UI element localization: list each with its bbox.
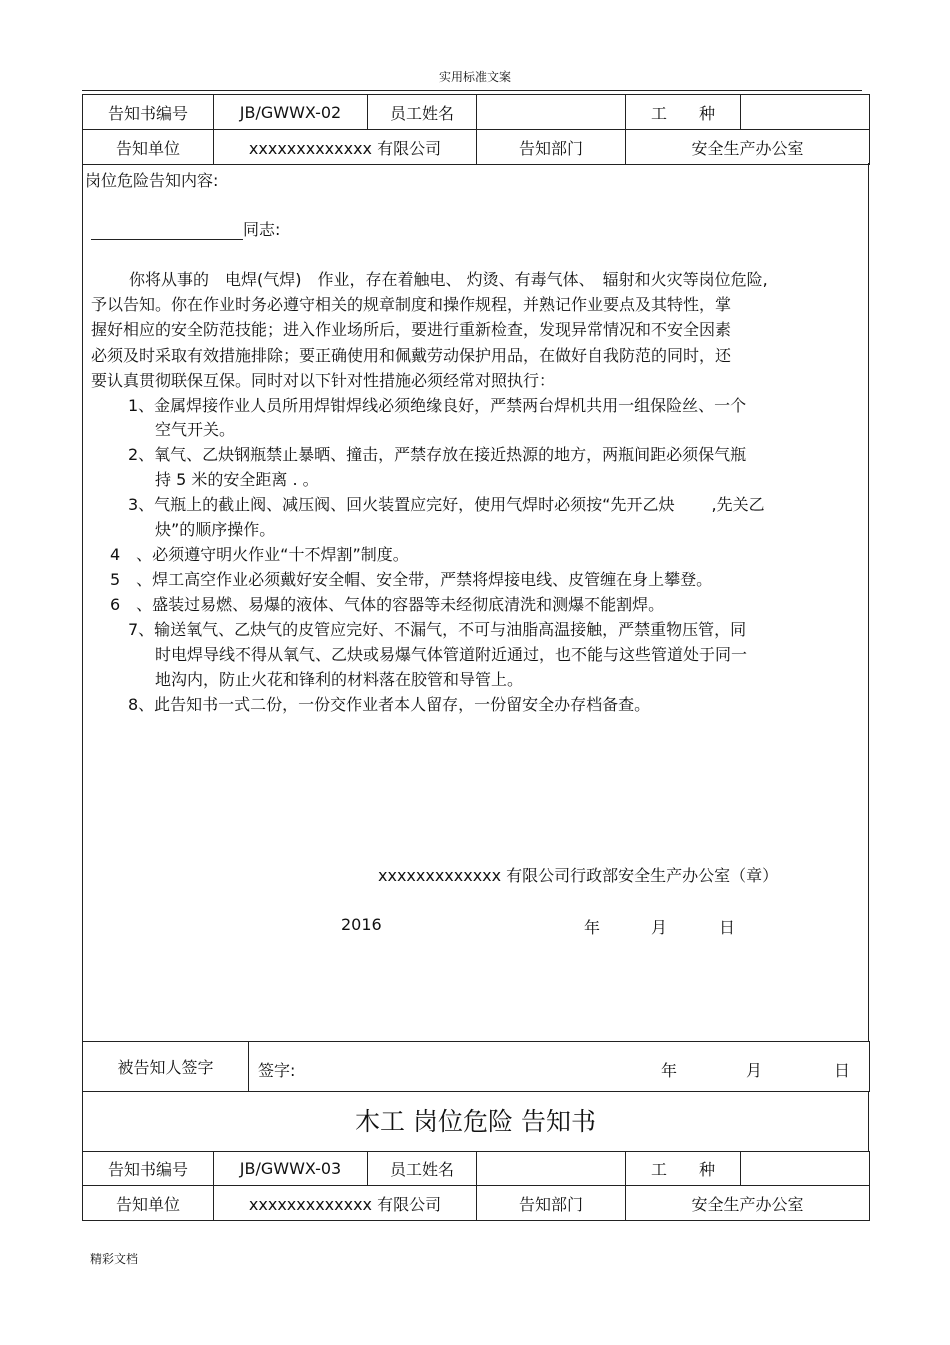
second-notice-title: 木工 岗位危险 告知书 (82, 1091, 869, 1151)
salutation-line (91, 217, 280, 240)
notice-unit-value: xxxxxxxxxxxxx 有限公司 (214, 130, 477, 165)
notice-unit-value: xxxxxxxxxxxxx 有限公司 (214, 1186, 477, 1221)
employee-name-field[interactable] (477, 95, 626, 130)
date-yue: 月 (651, 918, 668, 937)
name-blank[interactable] (91, 221, 243, 240)
signature-table (82, 1041, 869, 1092)
header-rule (82, 90, 862, 91)
info-table-1 (82, 94, 869, 165)
paragraph-line: 予以告知。你在作业时务必遵守相关的规章制度和操作规程，并熟记作业要点及其特性，掌 (91, 295, 732, 314)
notice-department-value: 安全生产办公室 (626, 1186, 870, 1221)
label-notice-department: 告知部门 (477, 1186, 626, 1221)
measure-item: 8、此告知书一式二份，一份交作业者本人留存，一份留安全办存档备查。 (128, 695, 651, 714)
notice-number-value: JB/GWWX-02 (214, 95, 368, 130)
label-notice-department: 告知部门 (477, 130, 626, 165)
content-area (82, 163, 869, 1041)
measure-item: 3、气瓶上的截止阀、减压阀、回火装置应完好，使用气焊时必须按“先开乙炔 ,先关乙 (128, 495, 765, 514)
date-year: 2016 (341, 915, 382, 934)
date-ri: 日 (719, 918, 736, 937)
salutation-text: 同志: (243, 220, 281, 239)
measure-item: 炔”的顺序操作。 (155, 520, 276, 539)
job-type-field[interactable] (741, 1152, 870, 1186)
label-employee-name: 员工姓名 (368, 1152, 477, 1186)
label-notice-unit: 告知单位 (83, 130, 214, 165)
employee-name-field[interactable] (477, 1152, 626, 1186)
measure-item: 2、氧气、乙炔钢瓶禁止暴晒、撞击，严禁存放在接近热源的地方，两瓶间距必须保气瓶 (128, 445, 747, 464)
label-employee-name: 员工姓名 (368, 95, 477, 130)
sign-nian: 年 (661, 1061, 678, 1080)
notice-department-value: 安全生产办公室 (626, 130, 870, 165)
label-job-type: 工 种 (626, 1152, 741, 1186)
notice-number-value: JB/GWWX-03 (214, 1152, 368, 1186)
paragraph-line: 要认真贯彻联保互保。同时对以下针对性措施必须经常对照执行： (91, 371, 556, 390)
label-notice-number: 告知书编号 (83, 95, 214, 130)
signature-field[interactable] (249, 1042, 870, 1092)
recipient-signature-label: 被告知人签字 (83, 1042, 249, 1092)
issuer-line: xxxxxxxxxxxxx 有限公司行政部安全生产办公室（章） (378, 866, 779, 885)
info-table-2 (82, 1151, 869, 1221)
measure-item: 时电焊导线不得从氧气、乙炔或易爆气体管道附近通过，也不能与这些管道处于同一 (155, 645, 748, 664)
measure-item: 7、输送氧气、乙炔气的皮管应完好、不漏气，不可与油脂高温接触，严禁重物压管，同 (128, 620, 747, 639)
label-notice-number: 告知书编号 (83, 1152, 214, 1186)
paragraph-line: 你将从事的 电焊(气焊) 作业，存在着触电、 灼烫、有毒气体、 辐射和火灾等岗位危险, (129, 270, 768, 289)
date-nian: 年 (584, 918, 601, 937)
paragraph-line: 握好相应的安全防范技能；进入作业场所后，要进行重新检查，发现异常情况和不安全因素 (91, 320, 732, 339)
measure-item: 1、金属焊接作业人员所用焊钳焊线必须绝缘良好，严禁两台焊机共用一组保险丝、一个 (128, 396, 747, 415)
label-notice-unit: 告知单位 (83, 1186, 214, 1221)
content-heading: 岗位危险告知内容: (85, 171, 219, 190)
sign-label: 签字: (258, 1061, 296, 1080)
measure-item: 5 、焊工高空作业必须戴好安全帽、安全带，严禁将焊接电线、皮管缠在身上攀登。 (110, 570, 713, 589)
measure-item: 6 、盛装过易燃、易爆的液体、气体的容器等未经彻底清洗和测爆不能割焊。 (110, 595, 665, 614)
page-footer: 精彩文档 (90, 1252, 139, 1266)
page-header: 实用标准文案 (438, 70, 511, 84)
measure-item: 持 5 米的安全距离 . 。 (155, 470, 319, 489)
sign-yue: 月 (746, 1061, 763, 1080)
measure-item: 地沟内，防止火花和锋利的材料落在胶管和导管上。 (155, 670, 524, 689)
job-type-field[interactable] (741, 95, 870, 130)
measure-item: 4 、必须遵守明火作业“十不焊割”制度。 (110, 545, 409, 564)
paragraph-line: 必须及时采取有效措施排除；要正确使用和佩戴劳动保护用品，在做好自我防范的同时，还 (91, 346, 732, 365)
measure-item: 空气开关。 (155, 420, 236, 439)
label-job-type: 工 种 (626, 95, 741, 130)
sign-ri: 日 (834, 1061, 851, 1080)
